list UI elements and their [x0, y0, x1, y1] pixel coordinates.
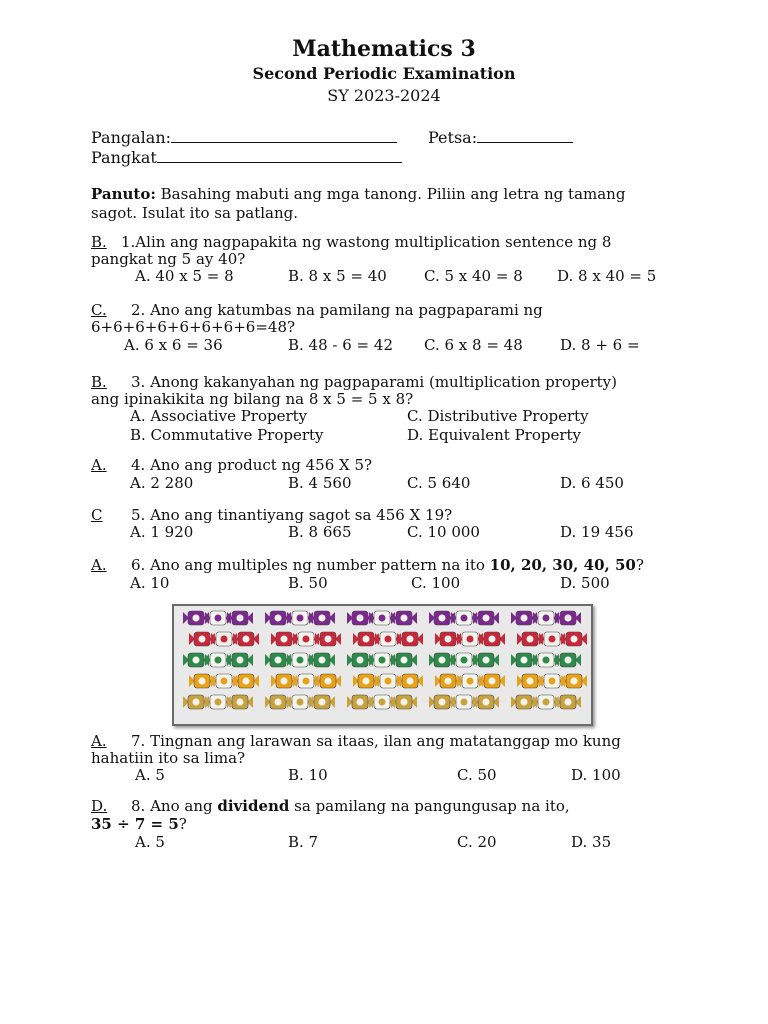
candy-fruit-mark — [319, 699, 326, 706]
candy-fruit-mark — [407, 636, 414, 643]
candy-fruit-mark — [357, 699, 364, 706]
candy-fruit-mark — [461, 615, 468, 622]
candy-fruit-mark — [199, 636, 206, 643]
candy-fruit-mark — [549, 678, 556, 685]
candy-fruit-mark — [521, 615, 528, 622]
candy-fruit-mark — [297, 699, 304, 706]
q2-option-c: C. 6 x 8 = 48 — [424, 336, 523, 354]
q7-option-c: C. 50 — [457, 766, 497, 784]
instructions-label: Panuto: — [91, 185, 156, 203]
candy-pile-icon — [174, 606, 591, 724]
candy-fruit-mark — [527, 678, 534, 685]
date-label: Petsa: — [428, 128, 478, 147]
candy-fruit-mark — [445, 636, 452, 643]
candy-fruit-mark — [297, 615, 304, 622]
candy-fruit-mark — [461, 699, 468, 706]
q6-option-d: D. 500 — [560, 574, 610, 592]
answer-blank-6[interactable]: A. — [91, 556, 107, 574]
candy-fruit-mark — [521, 657, 528, 664]
question-6-end: ? — [635, 556, 644, 574]
candy-fruit-mark — [439, 657, 446, 664]
candy-fruit-mark — [325, 678, 332, 685]
candy-fruit-mark — [543, 657, 550, 664]
section-field[interactable] — [91, 148, 402, 167]
question-7-line2: hahatiin ito sa lima? — [91, 749, 246, 767]
candy-fruit-mark — [489, 636, 496, 643]
q7-option-b: B. 10 — [288, 766, 328, 784]
candy-fruit-mark — [237, 699, 244, 706]
question-2-text: 2. Ano ang katumbas na pamilang na pagpaparami ng — [131, 301, 543, 319]
q4-option-b: B. 4 560 — [288, 474, 352, 492]
candy-fruit-mark — [319, 657, 326, 664]
candy-fruit-mark — [243, 678, 250, 685]
candy-fruit-mark — [483, 657, 490, 664]
answer-blank-7[interactable]: A. — [91, 732, 107, 750]
q7-option-d: D. 100 — [571, 766, 621, 784]
dividend-word: dividend — [217, 797, 290, 815]
division-sentence: 35 ÷ 7 = 5 — [91, 815, 179, 833]
candy-fruit-mark — [565, 615, 572, 622]
instructions-line2: sagot. Isulat ito sa patlang. — [91, 204, 299, 222]
candy-fruit-mark — [379, 615, 386, 622]
candy-fruit-mark — [527, 636, 534, 643]
question-6-text: 6. Ano ang multiples ng number pattern na ito — [131, 556, 490, 574]
q6-option-c: C. 100 — [411, 574, 461, 592]
name-blank[interactable] — [171, 128, 397, 143]
q5-option-d: D. 19 456 — [560, 523, 634, 541]
section-blank[interactable] — [157, 148, 402, 163]
question-8-text: 8. Ano ang — [131, 797, 218, 815]
q3-option-c: C. Distributive Property — [407, 407, 589, 425]
question-7-text: 7. Tingnan ang larawan sa itaas, ilan ang matatanggap mo kung — [131, 732, 621, 750]
candy-fruit-mark — [543, 699, 550, 706]
q2-option-a: A. 6 x 6 = 36 — [124, 336, 223, 354]
name-field[interactable] — [91, 128, 397, 147]
candy-fruit-mark — [439, 699, 446, 706]
candy-fruit-mark — [521, 699, 528, 706]
candy-fruit-mark — [401, 699, 408, 706]
candy-fruit-mark — [363, 678, 370, 685]
candy-fruit-mark — [379, 657, 386, 664]
instructions-line1: Basahing mabuti ang mga tanong. Piliin ang letra ng tamang — [155, 185, 626, 203]
answer-blank-5[interactable]: C — [91, 506, 103, 524]
candy-fruit-mark — [275, 699, 282, 706]
candy-fruit-mark — [379, 699, 386, 706]
candy-fruit-mark — [221, 636, 228, 643]
question-8 — [91, 797, 570, 815]
q7-option-a: A. 5 — [135, 766, 165, 784]
question-1-line2: pangkat ng 5 ay 40? — [91, 250, 246, 268]
question-4 — [91, 456, 372, 474]
q4-option-d: D. 6 450 — [560, 474, 624, 492]
answer-blank-8[interactable]: D. — [91, 797, 108, 815]
question-5 — [91, 506, 452, 524]
q3-option-b: B. Commutative Property — [130, 426, 324, 444]
candy-fruit-mark — [281, 636, 288, 643]
candy-fruit-mark — [243, 636, 250, 643]
q1-option-a: A. 40 x 5 = 8 — [135, 267, 234, 285]
q3-option-a: A. Associative Property — [130, 407, 308, 425]
candy-fruit-mark — [401, 657, 408, 664]
candy-fruit-mark — [237, 657, 244, 664]
candy-fruit-mark — [467, 678, 474, 685]
candy-fruit-mark — [401, 615, 408, 622]
question-8-line2 — [91, 815, 187, 833]
q1-option-b: B. 8 x 5 = 40 — [288, 267, 387, 285]
q5-option-b: B. 8 665 — [288, 523, 352, 541]
candy-fruit-mark — [199, 678, 206, 685]
q8-option-b: B. 7 — [288, 833, 319, 851]
q5-option-c: C. 10 000 — [407, 523, 480, 541]
question-8-text-end: sa pamilang na pangungusap na ito, — [289, 797, 570, 815]
question-3-line2: ang ipinakikita ng bilang na 8 x 5 = 5 x 8? — [91, 390, 414, 408]
q4-option-a: A. 2 280 — [130, 474, 194, 492]
candy-fruit-mark — [275, 615, 282, 622]
candy-fruit-mark — [215, 657, 222, 664]
candy-fruit-mark — [281, 678, 288, 685]
answer-blank-4[interactable]: A. — [91, 456, 107, 474]
q3-option-d: D. Equivalent Property — [407, 426, 582, 444]
candy-fruit-mark — [483, 615, 490, 622]
page-title: Mathematics 3 — [292, 36, 476, 62]
candy-fruit-mark — [363, 636, 370, 643]
number-pattern: 10, 20, 30, 40, 50 — [489, 556, 636, 574]
candy-fruit-mark — [237, 615, 244, 622]
q6-option-b: B. 50 — [288, 574, 328, 592]
candy-fruit-mark — [385, 678, 392, 685]
instructions — [91, 185, 625, 203]
question-8-line2-end: ? — [178, 815, 187, 833]
candy-fruit-mark — [275, 657, 282, 664]
question-4-text: 4. Ano ang product ng 456 X 5? — [131, 456, 373, 474]
candy-fruit-mark — [215, 699, 222, 706]
candy-fruit-mark — [571, 636, 578, 643]
answer-blank-2[interactable]: C. — [91, 301, 107, 319]
question-5-text: 5. Ano ang tinantiyang sagot sa 456 X 19? — [131, 506, 453, 524]
candy-fruit-mark — [193, 615, 200, 622]
question-2-line2: 6+6+6+6+6+6+6+6=48? — [91, 318, 296, 336]
date-blank[interactable] — [477, 128, 573, 143]
candy-fruit-mark — [357, 657, 364, 664]
candy-fruit-mark — [565, 699, 572, 706]
candy-fruit-mark — [385, 636, 392, 643]
candy-fruit-mark — [549, 636, 556, 643]
question-1-text: 1.Alin ang nagpapakita ng wastong multiplication sentence ng 8 — [121, 233, 612, 251]
candy-fruit-mark — [193, 699, 200, 706]
q4-option-c: C. 5 640 — [407, 474, 471, 492]
candy-fruit-mark — [303, 636, 310, 643]
q6-option-a: A. 10 — [130, 574, 170, 592]
question-2 — [91, 301, 543, 319]
candy-fruit-mark — [483, 699, 490, 706]
exam-subtitle: Second Periodic Examination — [252, 64, 516, 83]
candy-fruit-mark — [439, 615, 446, 622]
q1-option-c: C. 5 x 40 = 8 — [424, 267, 523, 285]
candy-fruit-mark — [215, 615, 222, 622]
candy-fruit-mark — [303, 678, 310, 685]
candy-fruit-mark — [489, 678, 496, 685]
candy-fruit-mark — [445, 678, 452, 685]
candy-fruit-mark — [221, 678, 228, 685]
candy-fruit-mark — [407, 678, 414, 685]
candy-fruit-mark — [543, 615, 550, 622]
question-6 — [91, 556, 644, 574]
q8-option-a: A. 5 — [135, 833, 165, 851]
question-7 — [91, 732, 621, 750]
name-label: Pangalan: — [91, 128, 172, 147]
q5-option-a: A. 1 920 — [130, 523, 194, 541]
candy-fruit-mark — [565, 657, 572, 664]
date-field[interactable] — [428, 128, 573, 147]
q8-option-c: C. 20 — [457, 833, 497, 851]
candy-pile-image — [172, 604, 593, 726]
q2-option-d: D. 8 + 6 = — [560, 336, 640, 354]
candy-fruit-mark — [357, 615, 364, 622]
q2-option-b: B. 48 - 6 = 42 — [288, 336, 393, 354]
candy-fruit-mark — [571, 678, 578, 685]
candy-fruit-mark — [193, 657, 200, 664]
candy-fruit-mark — [461, 657, 468, 664]
question-1 — [91, 233, 611, 251]
candy-fruit-mark — [297, 657, 304, 664]
candy-fruit-mark — [319, 615, 326, 622]
q1-option-d: D. 8 x 40 = 5 — [557, 267, 657, 285]
question-3-text: 3. Anong kakanyahan ng pagpaparami (multiplication property) — [131, 373, 617, 391]
candy-fruit-mark — [467, 636, 474, 643]
school-year: SY 2023-2024 — [327, 86, 441, 105]
question-3 — [91, 373, 617, 391]
q8-option-d: D. 35 — [571, 833, 612, 851]
answer-blank-3[interactable]: B. — [91, 373, 107, 391]
candy-fruit-mark — [325, 636, 332, 643]
answer-blank-1[interactable]: B. — [91, 233, 107, 251]
section-label: Pangkat — [91, 148, 157, 167]
